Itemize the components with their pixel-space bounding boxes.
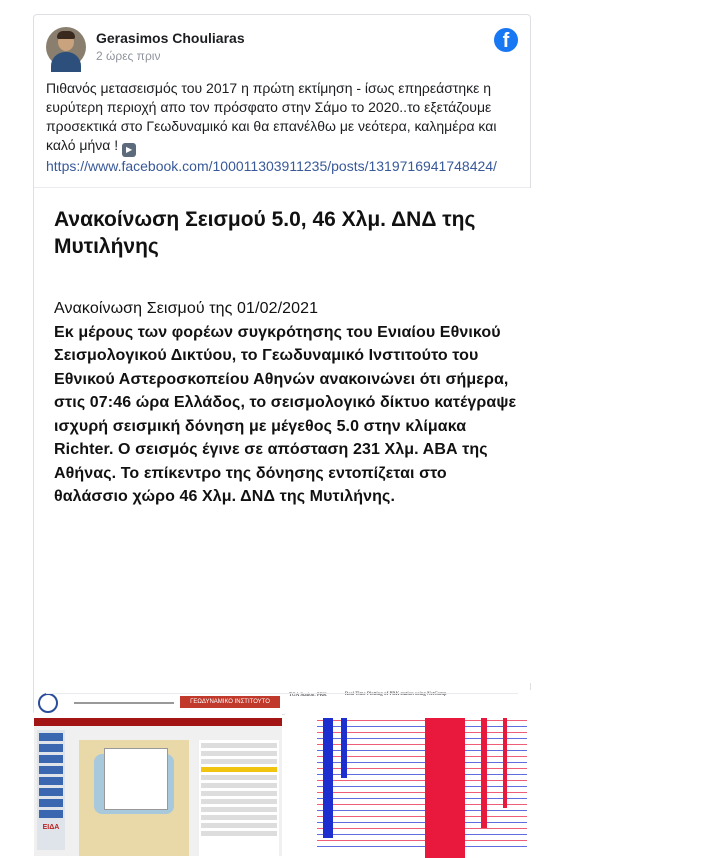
- seismogram-trace: [317, 732, 527, 733]
- seismogram-trace: [317, 744, 527, 745]
- events-table: [199, 740, 279, 856]
- post-image[interactable]: [34, 188, 532, 831]
- seismogram-trace: [317, 786, 527, 787]
- seismogram-burst: [425, 718, 465, 858]
- seismogram-title: Real Time Plotting of PRK station using NetComp: [345, 692, 447, 697]
- institute-website-screenshot: [34, 690, 282, 856]
- post-body: Πιθανός μετασεισμός του 2017 η πρώτη εκτίμηση - ίσως επηρεάστηκε η ευρύτερη περιοχή απο τον πρόσφατο στην Σάμο το 2020..το εξετάζουμε προσεκτικά στο Γεωδυναμικό και θα επανέλθω με νεότερα, καλημέρα και καλό μήνα !: [46, 80, 497, 153]
- site-nav-bar: [34, 718, 282, 726]
- seismogram-trace: [317, 780, 527, 781]
- seismogram-trace: [317, 798, 527, 799]
- station-label: TGA Station: PRK: [289, 693, 327, 698]
- divider-bottom: [46, 693, 518, 694]
- post-text: [46, 79, 516, 176]
- announcement-body: [54, 297, 522, 509]
- seismogram-trace: [317, 750, 527, 751]
- announcement-subtitle: Ανακοίνωση Σεισμού της 01/02/2021: [54, 300, 319, 317]
- play-pause-icon: ▶: [122, 143, 136, 157]
- announcement-text: Εκ μέρους των φορέων συγκρότησης του Ενιαίου Εθνικού Σεισμολογικού Δικτύου, το Γεωδυναμικό Ινστιτούτο του Εθνικού Αστεροσκοπείου Αθηνών ανακοινώνει ότι σήμερα, στις 07:46 ώρα Ελλάδος, το σεισμολογικό δίκτυο κατέγραψε ισχυρή σεισμική δόνηση με μέγεθος 5.0 στην κλίμακα Richter. Ο σεισμός έγινε σε απόσταση 231 Χλμ. ΑΒΑ της Αθήνας. Το επίκεντρο της δόνησης εντοπίζεται στο θαλάσσιο χώρο 46 Χλμ. ΔΝΔ της Μυτιλήνης.: [54, 323, 517, 505]
- seismogram-burst: [481, 718, 487, 828]
- post-header: [46, 27, 518, 69]
- seismogram-trace: [317, 768, 527, 769]
- seismogram-burst: [323, 718, 333, 838]
- seismogram-trace: [317, 774, 527, 775]
- seismogram-trace: [317, 846, 527, 847]
- seismogram-trace: [317, 762, 527, 763]
- seismogram-trace: [317, 834, 527, 835]
- seismogram-trace: [317, 840, 527, 841]
- seismogram-trace: [317, 810, 527, 811]
- institute-logo-icon: [38, 693, 58, 713]
- post-timestamp[interactable]: 2 ώρες πριν: [96, 49, 161, 63]
- institute-header: ΓΕΩΔΥΝΑΜΙΚΟ ΙΝΣΤΙΤΟΥΤΟ: [180, 696, 280, 708]
- seismogram-burst: [503, 718, 507, 808]
- site-sidebar: [37, 730, 65, 850]
- seismogram-trace: [317, 816, 527, 817]
- eida-logo: ΕΙΔΑ: [42, 824, 60, 831]
- seismogram-trace: [317, 828, 527, 829]
- author-name[interactable]: Gerasimos Chouliaras: [96, 30, 245, 46]
- seismogram-trace: [317, 792, 527, 793]
- seismogram-trace: [317, 756, 527, 757]
- facebook-icon[interactable]: f: [494, 28, 518, 52]
- avatar[interactable]: [46, 27, 86, 67]
- seismogram-trace: [317, 726, 527, 727]
- seismogram-trace: [317, 804, 527, 805]
- announcement-title: Ανακοίνωση Σεισμού 5.0, 46 Χλμ. ΔΝΔ της Μυτιλήνης: [54, 208, 476, 258]
- map-popup: [104, 748, 168, 810]
- seismogram-burst: [341, 718, 347, 778]
- post-card: [33, 14, 531, 831]
- seismogram-screenshot: [285, 690, 532, 856]
- seismogram-trace: [317, 738, 527, 739]
- seismogram-trace: [317, 720, 527, 721]
- seismogram-banner: [74, 702, 174, 704]
- seismogram-trace: [317, 822, 527, 823]
- post-link[interactable]: https://www.facebook.com/100011303911235/posts/1319716941748424/: [46, 158, 497, 174]
